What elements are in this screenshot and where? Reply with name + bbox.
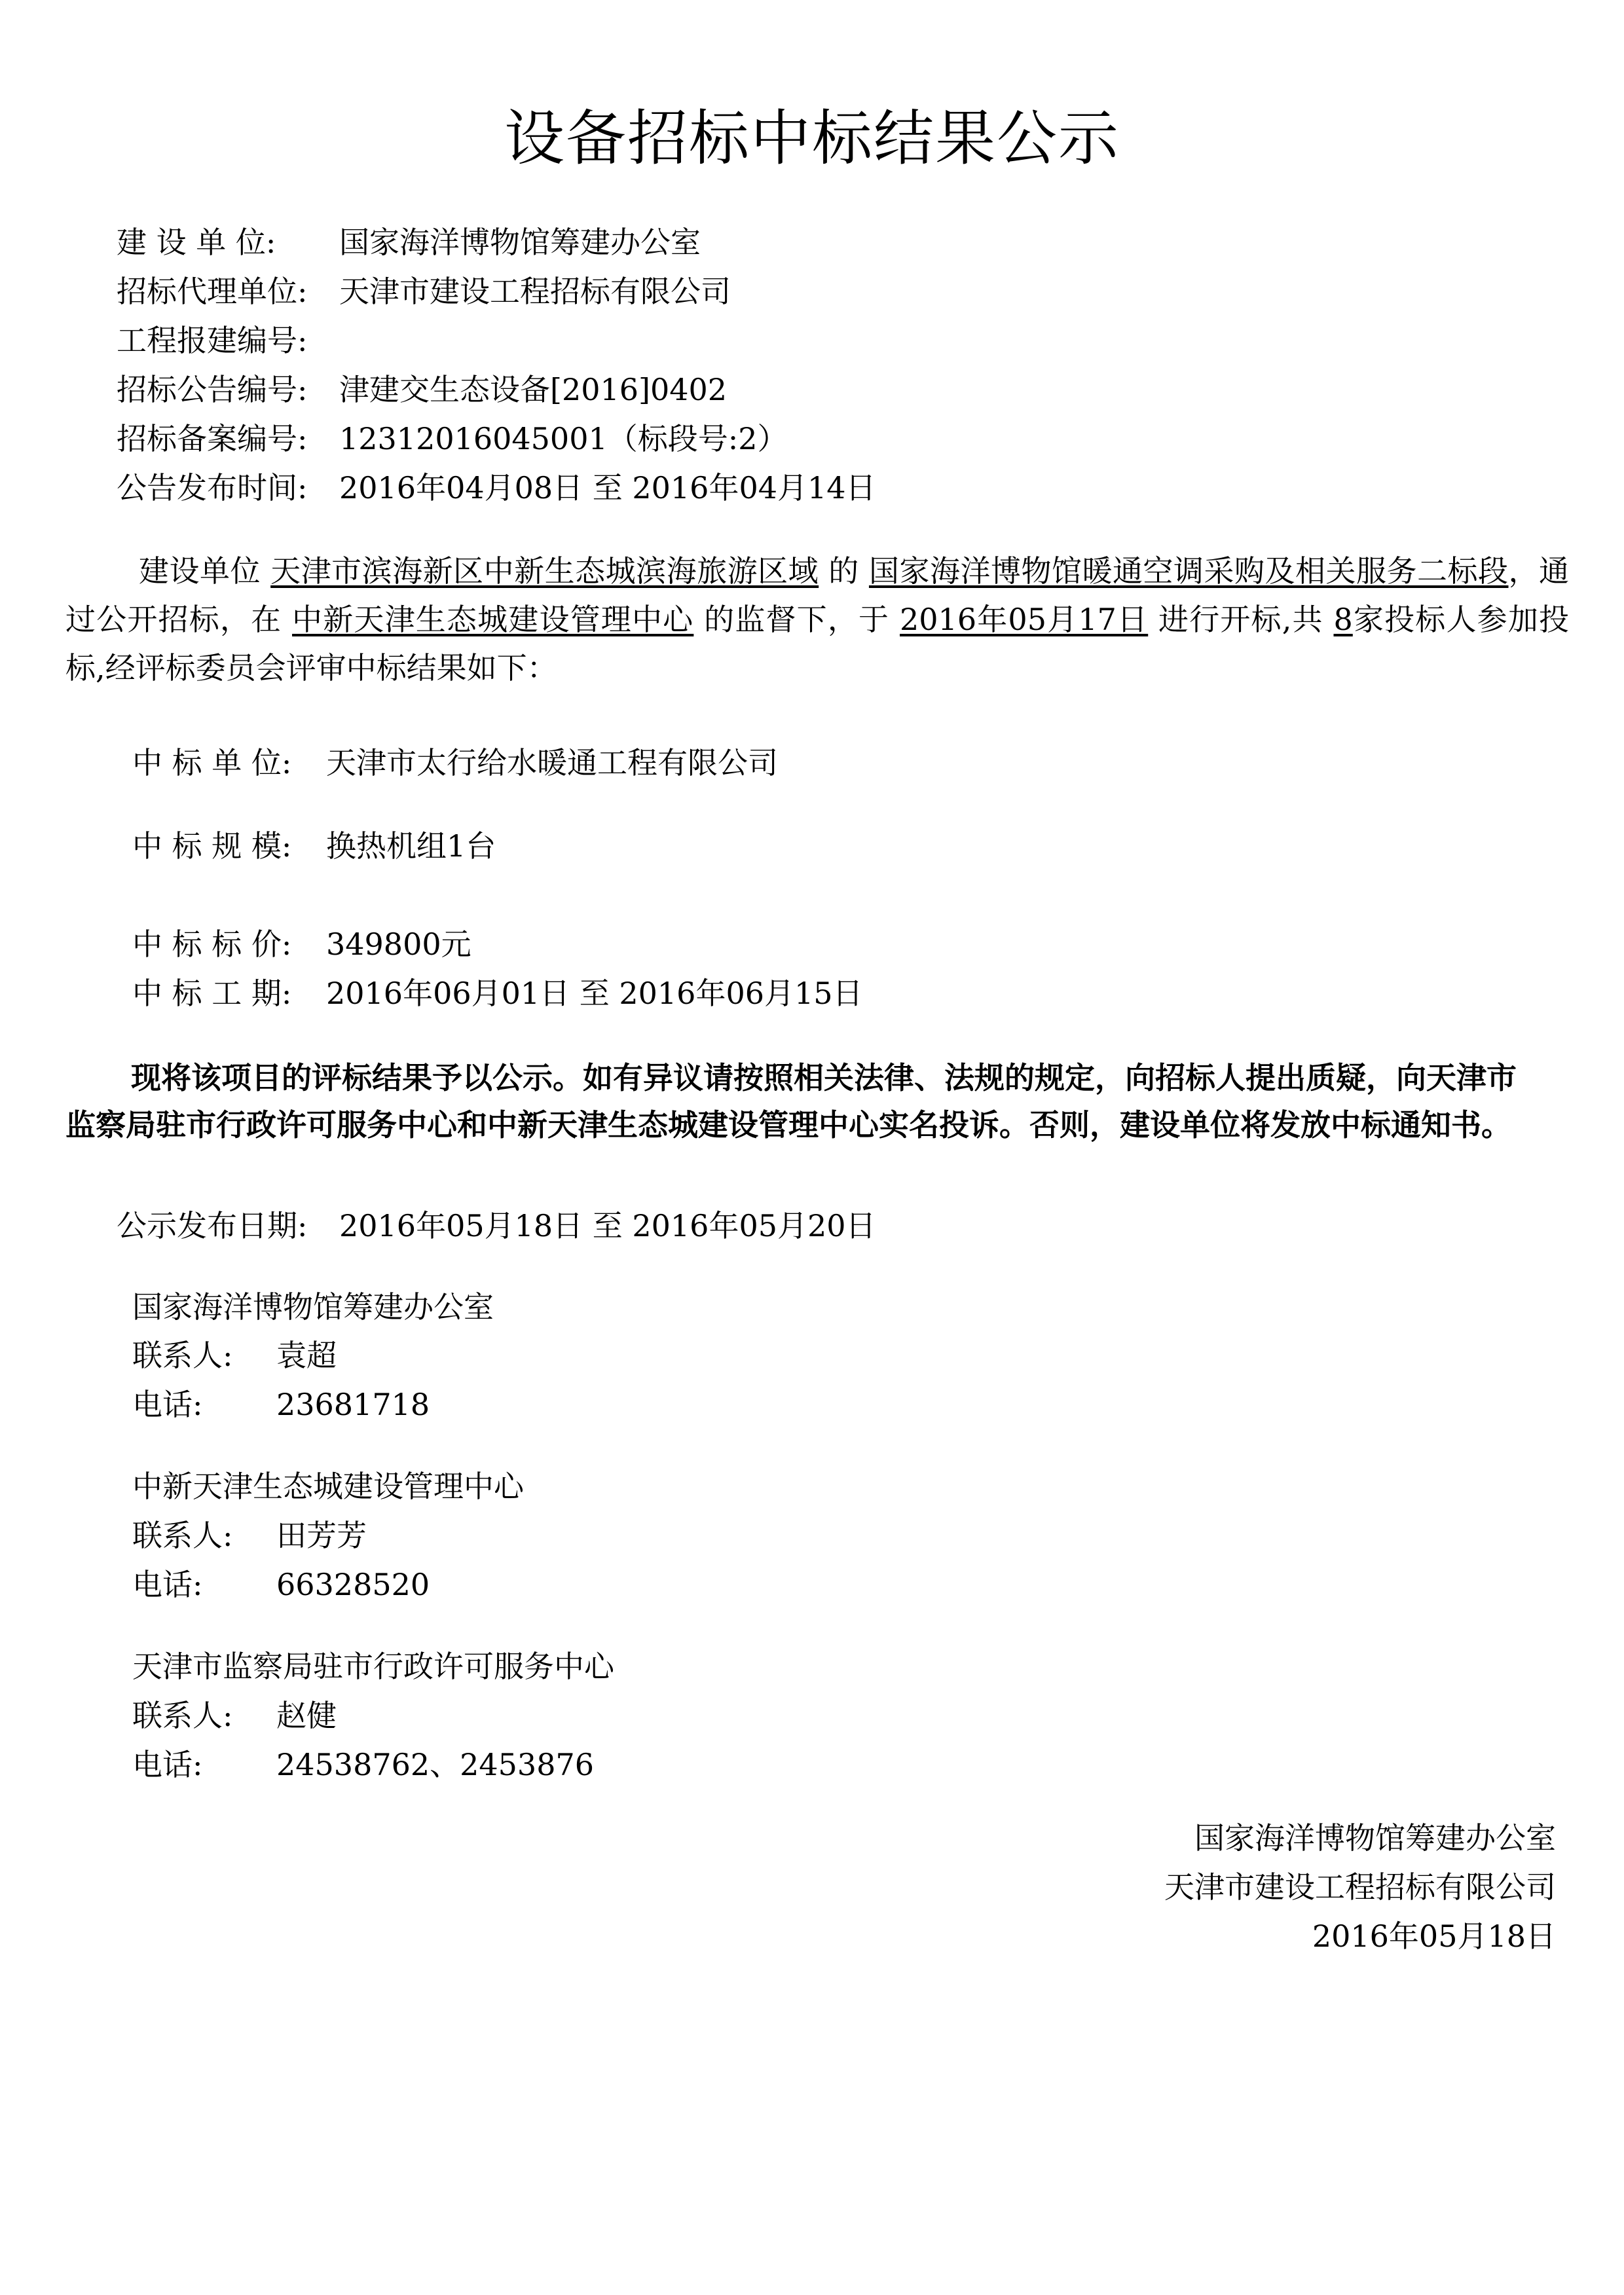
result-label: 中 标 单 位: <box>132 745 292 780</box>
contact-phone-label: 电话: <box>132 1387 203 1422</box>
meta-label: 招标公告编号: <box>117 372 308 407</box>
publish-value: 2016年05月18日 至 2016年05月20日 <box>339 1208 876 1243</box>
intro-date: 2016年05月17日 <box>900 602 1149 637</box>
meta-row-agency <box>117 272 731 311</box>
contact-person-label: 联系人: <box>132 1518 233 1553</box>
contact-phone-row <box>132 1565 430 1604</box>
page-title: 设备招标中标结果公示 <box>504 103 1120 174</box>
intro-count: 8 <box>1333 602 1353 637</box>
intro-supervisor: 中新天津生态城建设管理中心 <box>292 602 694 637</box>
meta-row-builder <box>117 223 701 262</box>
intro-text: 家投标人参加投标,经评标委员会评审中标结果如下： <box>65 602 1570 686</box>
result-row-winner <box>132 743 778 782</box>
meta-label: 招标代理单位: <box>117 274 308 309</box>
contact-phone: 24538762、2453876 <box>276 1747 594 1782</box>
result-row-price <box>132 925 471 964</box>
meta-row-project-code <box>117 321 339 360</box>
publish-label: 公示发布日期: <box>117 1208 308 1243</box>
intro-text: 建设单位 <box>139 553 271 589</box>
intro-text: ，通过公开招标，在 <box>65 553 1570 637</box>
result-value: 349800元 <box>326 927 471 962</box>
signature-date: 2016年05月18日 <box>1312 1919 1556 1954</box>
meta-label: 建 设 单 位: <box>117 225 276 260</box>
result-row-period <box>132 974 863 1013</box>
contact-phone: 23681718 <box>276 1387 430 1422</box>
contact-phone-label: 电话: <box>132 1567 203 1602</box>
meta-value: 2016年04月08日 至 2016年04月14日 <box>339 470 876 505</box>
contact-person-row <box>132 1696 337 1735</box>
intro-text: 的 <box>819 553 869 589</box>
contact-phone-row <box>132 1745 594 1784</box>
result-value: 2016年06月01日 至 2016年06月15日 <box>326 976 863 1011</box>
contact-org: 天津市监察局驻市行政许可服务中心 <box>132 1649 614 1684</box>
contact-phone: 66328520 <box>276 1567 430 1602</box>
meta-label: 招标备案编号: <box>117 421 308 456</box>
contact-person-row <box>132 1336 337 1375</box>
result-label: 中 标 规 模: <box>132 828 292 864</box>
result-label: 中 标 工 期: <box>132 976 292 1011</box>
intro-text: 的监督下，于 <box>693 602 900 637</box>
result-label: 中 标 标 价: <box>132 927 292 962</box>
meta-label: 工程报建编号: <box>117 323 308 358</box>
result-value: 天津市太行给水暖通工程有限公司 <box>326 745 778 780</box>
meta-row-notice-time <box>117 468 876 507</box>
contact-person: 袁超 <box>276 1338 337 1373</box>
meta-value: 津建交生态设备[2016]0402 <box>339 372 728 407</box>
meta-row-notice-code <box>117 370 727 409</box>
meta-value: 国家海洋博物馆筹建办公室 <box>339 225 701 260</box>
result-row-scale <box>132 826 496 866</box>
contact-person-row <box>132 1516 367 1555</box>
contact-org: 中新天津生态城建设管理中心 <box>132 1469 524 1504</box>
meta-label: 公告发布时间: <box>117 470 308 505</box>
contact-phone-row <box>132 1385 430 1424</box>
notice-paragraph: 现将该项目的评标结果予以公示。如有异议请按照相关法律、法规的规定，向招标人提出质疑，向天津市监察局驻市行政许可服务中心和中新天津生态城建设管理中心实名投诉。否则，建设单位将发放中标通知书。 <box>65 1060 1517 1143</box>
meta-value: 12312016045001（标段号:2） <box>339 421 788 456</box>
intro-text: 进行开标,共 <box>1148 602 1334 637</box>
publish-date-row <box>117 1206 876 1245</box>
contact-org: 国家海洋博物馆筹建办公室 <box>132 1289 494 1325</box>
contact-person-label: 联系人: <box>132 1338 233 1373</box>
meta-row-record-code <box>117 419 788 458</box>
intro-unit: 天津市滨海新区中新生态城滨海旅游区域 <box>270 553 819 589</box>
contact-person: 赵健 <box>276 1698 337 1733</box>
intro-project: 国家海洋博物馆暖通空调采购及相关服务二标段 <box>868 553 1509 589</box>
contact-person-label: 联系人: <box>132 1698 233 1733</box>
meta-value: 天津市建设工程招标有限公司 <box>339 274 731 309</box>
signature-org-1: 国家海洋博物馆筹建办公室 <box>1194 1820 1556 1856</box>
intro-paragraph <box>65 547 1569 692</box>
signature-org-2: 天津市建设工程招标有限公司 <box>1164 1869 1556 1905</box>
contact-phone-label: 电话: <box>132 1747 203 1782</box>
result-value: 换热机组1台 <box>326 828 496 864</box>
contact-person: 田芳芳 <box>276 1518 367 1553</box>
